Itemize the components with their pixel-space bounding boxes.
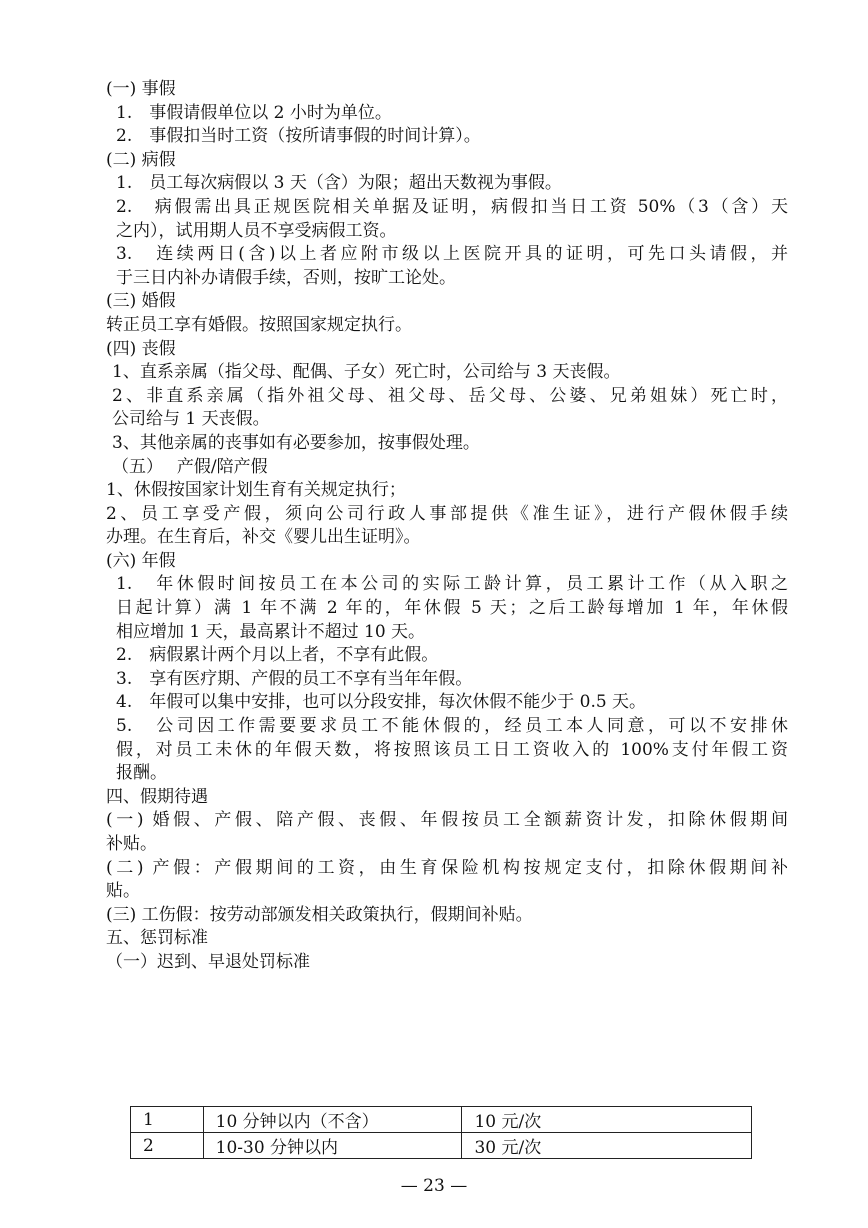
paragraph-line: 贴。 (106, 881, 140, 902)
section-heading-annual-leave: (六) 年假 (106, 550, 176, 571)
subsection-heading-late-early-leave: （一）迟到、早退处罚标准 (106, 951, 310, 972)
section-heading-leave-benefits: 四、假期待遇 (106, 786, 208, 807)
page-number: — 23 — (400, 1176, 468, 1196)
paragraph-line: 2. 病假需出具正规医院相关单据及证明，病假扣当日工资 50%（3（含）天 (116, 196, 788, 217)
section-heading-maternity-leave: （五） 产假/陪产假 (112, 456, 268, 477)
paragraph-line: 2. 病假累计两个月以上者，不享有此假。 (116, 645, 439, 666)
body-text (106, 78, 788, 975)
table-cell-no: 2 (131, 1133, 204, 1159)
paragraph-line: 办理。在生育后，补交《婴儿出生证明》。 (106, 527, 421, 548)
table-cell-duration: 10-30 分钟以内 (203, 1133, 462, 1159)
paragraph-line: (一) 婚假、产假、陪产假、丧假、年假按员工全额薪资计发，扣除休假期间 (106, 810, 788, 831)
paragraph-line: 3. 连续两日(含)以上者应附市级以上医院开具的证明，可先口头请假，并 (116, 244, 788, 265)
paragraph-line: (三) 工伤假：按劳动部颁发相关政策执行，假期间补贴。 (106, 904, 533, 925)
section-heading-marriage-leave: (三) 婚假 (106, 291, 176, 312)
table-cell-fine: 10 元/次 (462, 1107, 752, 1133)
paragraph-line: 补贴。 (106, 834, 157, 854)
paragraph-line: 3、其他亲属的丧事如有必要参加，按事假处理。 (112, 432, 480, 453)
paragraph-line: 4. 年假可以集中安排，也可以分段安排，每次休假不能少于 0.5 天。 (116, 692, 647, 713)
paragraph-line: 之内），试用期人员不享受病假工资。 (116, 220, 397, 241)
section-heading-funeral-leave: (四) 丧假 (106, 338, 176, 359)
paragraph-line: 5. 公司因工作需要要求员工不能休假的，经员工本人同意，可以不安排休 (116, 716, 788, 737)
section-heading-penalty-standards: 五、惩罚标准 (106, 928, 208, 949)
paragraph-line: 2、员工享受产假，须向公司行政人事部提供《准生证》，进行产假休假手续 (106, 503, 788, 524)
paragraph-line: 1、直系亲属（指父母、配偶、子女）死亡时，公司给与 3 天丧假。 (112, 362, 621, 383)
paragraph-line: 转正员工享有婚假。按照国家规定执行。 (106, 314, 412, 335)
table-row (131, 1107, 752, 1133)
table-cell-fine: 30 元/次 (462, 1133, 752, 1159)
table-cell-no: 1 (131, 1107, 204, 1133)
paragraph-line: 日起计算）满 1 年不满 2 年的，年休假 5 天；之后工龄每增加 1 年，年休假 (116, 598, 788, 619)
paragraph-line: 3. 享有医疗期、产假的员工不享有当年年假。 (116, 668, 473, 689)
paragraph-line: 1. 员工每次病假以 3 天（含）为限；超出天数视为事假。 (116, 173, 562, 194)
penalty-table (130, 1106, 752, 1159)
paragraph-line: 2、非直系亲属（指外祖父母、祖父母、岳父母、公婆、兄弟姐妹）死亡时， (112, 385, 788, 406)
paragraph-line: 2. 事假扣当时工资（按所请事假的时间计算）。 (116, 126, 481, 147)
paragraph-line: (二) 产假：产假期间的工资，由生育保险机构按规定支付，扣除休假期间补 (106, 857, 788, 878)
section-heading-personal-leave: (一) 事假 (106, 79, 176, 99)
table-cell-duration: 10 分钟以内（不含） (203, 1107, 462, 1133)
paragraph-line: 报酬。 (116, 763, 167, 784)
paragraph-line: 假，对员工未休的年假天数，将按照该员工日工资收入的 100%支付年假工资 (116, 739, 788, 760)
paragraph-line: 于三日内补办请假手续，否则，按旷工论处。 (116, 267, 456, 288)
paragraph-line: 1. 事假请假单位以 2 小时为单位。 (116, 102, 392, 123)
paragraph-line: 相应增加 1 天，最高累计不超过 10 天。 (116, 621, 426, 642)
paragraph-line: 1. 年休假时间按员工在本公司的实际工龄计算，员工累计工作（从入职之 (116, 574, 788, 595)
section-heading-sick-leave: (二) 病假 (106, 149, 176, 170)
table-row (131, 1133, 752, 1159)
paragraph-line: 公司给与 1 天丧假。 (112, 409, 270, 430)
paragraph-line: 1、休假按国家计划生育有关规定执行； (106, 480, 406, 501)
